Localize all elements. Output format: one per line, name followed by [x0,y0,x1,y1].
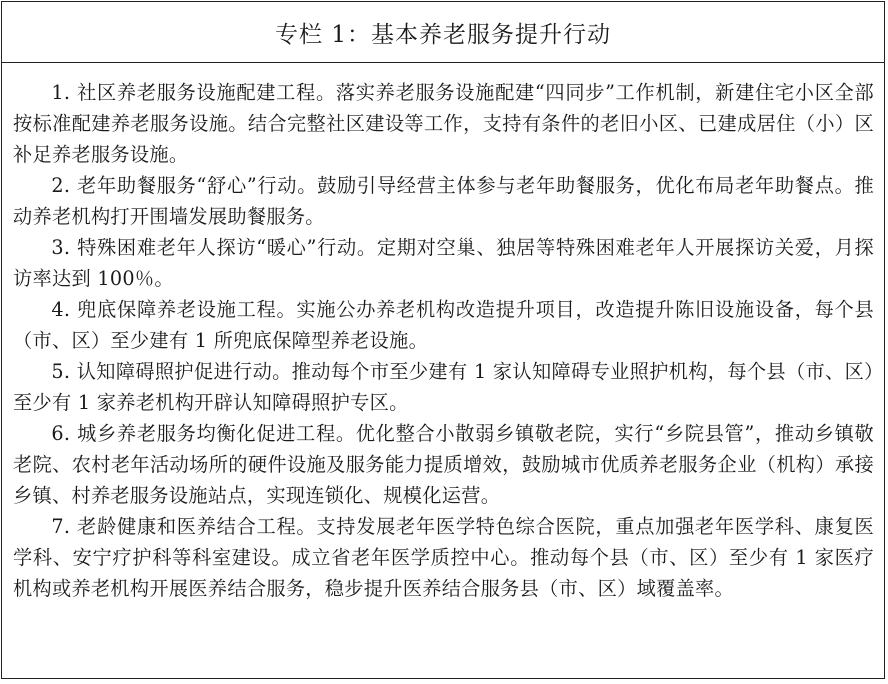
paragraph-7: 7. 老龄健康和医养结合工程。支持发展老年医学特色综合医院，重点加强老年医学科、康复医学科、安宁疗护科等科室建设。成立省老年医学质控中心。推动每个县（市、区）至少有 1 家医疗机构或养老机构开展医养结合服务，稳步提升医养结合服务县（市、区）域覆盖率。 [13,515,874,600]
column-title: 专栏 1：基本养老服务提升行动 [2,2,884,63]
paragraph-4: 4. 兜底保障养老设施工程。实施公办养老机构改造提升项目，改造提升陈旧设施设备，每个县（市、区）至少建有 1 所兜底保障型养老设施。 [13,298,874,352]
paragraph-2: 2. 老年助餐服务“舒心”行动。鼓励引导经营主体参与老年助餐服务，优化布局老年助餐点。推动养老机构打开围墙发展助餐服务。 [13,174,874,228]
column-content [2,63,884,604]
paragraph-5: 5. 认知障碍照护促进行动。推动每个市至少建有 1 家认知障碍专业照护机构，每个县（市、区）至少有 1 家养老机构开辟认知障碍照护专区。 [13,360,874,414]
paragraph-3: 3. 特殊困难老年人探访“暖心”行动。定期对空巢、独居等特殊困难老年人开展探访关爱，月探访率达到 100％。 [13,236,874,290]
column-box [1,1,885,679]
paragraph-1: 1. 社区养老服务设施配建工程。落实养老服务设施配建“四同步”工作机制，新建住宅小区全部按标准配建养老服务设施。结合完整社区建设等工作，支持有条件的老旧小区、已建成居住（小）区补足养老服务设施。 [13,81,874,166]
paragraph-6: 6. 城乡养老服务均衡化促进工程。优化整合小散弱乡镇敬老院，实行“乡院县管”，推动乡镇敬老院、农村老年活动场所的硬件设施及服务能力提质增效，鼓励城市优质养老服务企业（机构）承接乡镇、村养老服务设施站点，实现连锁化、规模化运营。 [13,422,874,507]
